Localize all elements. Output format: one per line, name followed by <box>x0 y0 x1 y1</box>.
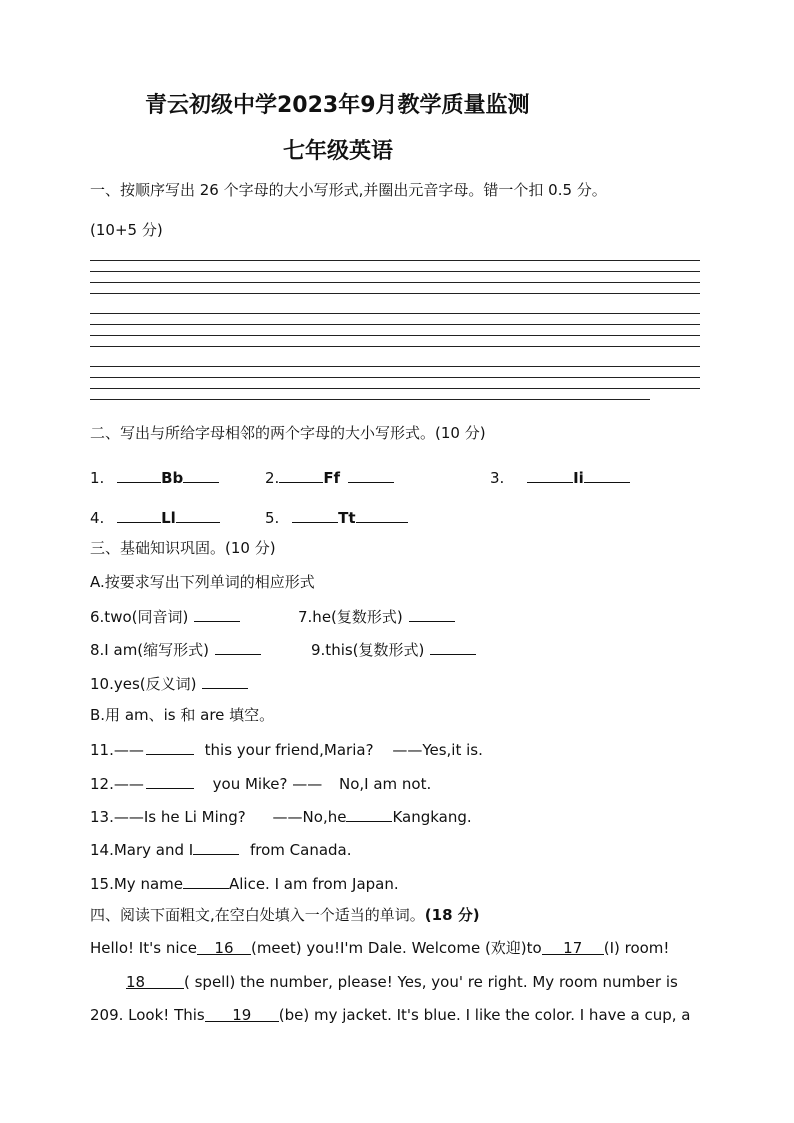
question-text: from Canada. <box>250 841 352 859</box>
item-number: 2. <box>265 469 280 487</box>
item-number: 3. <box>490 469 505 487</box>
given-letter: Ll <box>161 509 176 527</box>
passage-text: (meet) you!I'm Dale. Welcome (欢迎)to <box>250 939 542 957</box>
blank-number: 17 <box>563 939 583 957</box>
passage-text: ( spell) the number, please! Yes, you' re right. My room number is <box>184 973 678 991</box>
writing-line <box>90 366 700 367</box>
section1-heading: 一、按顺序写出 26 个字母的大小写形式,并圈出元音字母。错一个扣 0.5 分。 <box>90 181 607 199</box>
section-score: (18 分) <box>424 906 480 924</box>
question-text: Alice. I am from Japan. <box>228 875 399 893</box>
answer-blank[interactable] <box>215 638 261 655</box>
part-b-instruction: B.用 am、is 和 are 填空。 <box>90 706 275 724</box>
answer-blank[interactable] <box>146 772 194 789</box>
letter-item <box>90 466 219 488</box>
passage-text: Hello! It's nice <box>90 939 197 957</box>
answer-blank[interactable] <box>584 466 630 483</box>
blank-17[interactable] <box>542 938 604 955</box>
question-15 <box>90 872 399 894</box>
question-text: 9.this(复数形式) <box>311 641 425 659</box>
question-12 <box>90 772 431 794</box>
question-text: this your friend,Maria? <box>204 741 374 759</box>
writing-line <box>90 346 700 347</box>
letter-item <box>265 506 408 528</box>
question-6 <box>90 605 240 627</box>
question-text: 8.I am(缩写形式) <box>90 641 210 659</box>
question-text: 15.My name <box>90 875 183 893</box>
blank-19[interactable] <box>205 1005 279 1022</box>
question-13 <box>90 805 472 827</box>
question-text: 13.——Is he Li Ming? <box>90 808 246 826</box>
writing-line <box>90 335 700 336</box>
answer-text: No,I am not. <box>338 775 432 793</box>
question-text: 10.yes(反义词) <box>90 675 197 693</box>
question-11 <box>90 738 483 760</box>
question-7 <box>298 605 455 627</box>
question-14 <box>90 838 352 860</box>
writing-line <box>90 399 650 400</box>
blank-number: 18 <box>126 973 146 991</box>
answer-blank[interactable] <box>146 738 194 755</box>
blank-16[interactable] <box>197 938 251 955</box>
answer-blank[interactable] <box>356 506 408 523</box>
writing-line <box>90 388 700 389</box>
answer-blank[interactable] <box>430 638 476 655</box>
passage-line-2 <box>126 972 678 992</box>
answer-blank[interactable] <box>117 506 161 523</box>
question-10 <box>90 672 248 694</box>
given-letter: Ff <box>323 469 341 487</box>
question-text: 6.two(同音词) <box>90 608 189 626</box>
answer-blank[interactable] <box>527 466 573 483</box>
answer-blank[interactable] <box>193 838 239 855</box>
blank-number: 19 <box>232 1006 252 1024</box>
given-letter: Ii <box>573 469 584 487</box>
item-number: 5. <box>265 509 280 527</box>
letter-item <box>265 466 394 488</box>
section2-heading: 二、写出与所给字母相邻的两个字母的大小写形式。(10 分) <box>90 424 486 442</box>
answer-blank[interactable] <box>183 466 219 483</box>
writing-line <box>90 260 700 261</box>
question-9 <box>311 638 476 660</box>
passage-text: (be) my jacket. It's blue. I like the color. I have a cup, a <box>278 1006 691 1024</box>
question-text: 14.Mary and I <box>90 841 194 859</box>
letter-item <box>490 466 630 488</box>
given-letter: Tt <box>338 509 356 527</box>
writing-line <box>90 282 700 283</box>
answer-blank[interactable] <box>202 672 248 689</box>
page-title: 青云初级中学2023年9月教学质量监测 <box>145 93 530 118</box>
writing-line <box>90 271 700 272</box>
passage-text: (I) room! <box>603 939 670 957</box>
answer-blank[interactable] <box>346 805 392 822</box>
blank-18[interactable] <box>126 972 184 989</box>
answer-blank[interactable] <box>348 466 394 483</box>
section3-heading: 三、基础知识巩固。(10 分) <box>90 539 276 557</box>
answer-blank[interactable] <box>409 605 455 622</box>
answer-blank[interactable] <box>117 466 161 483</box>
answer-text: ——Yes,it is. <box>392 741 483 759</box>
blank-number: 16 <box>214 939 234 957</box>
answer-blank[interactable] <box>292 506 338 523</box>
writing-line <box>90 293 700 294</box>
question-text: 12.—— <box>90 775 144 793</box>
answer-text: ——No,he <box>272 808 347 826</box>
passage-text: 209. Look! This <box>90 1006 205 1024</box>
page-subtitle: 七年级英语 <box>283 139 394 164</box>
writing-line <box>90 313 700 314</box>
answer-text: Kangkang. <box>392 808 472 826</box>
question-text: you Mike? —— <box>212 775 323 793</box>
answer-blank[interactable] <box>183 872 229 889</box>
writing-line <box>90 324 700 325</box>
section-heading-text: 四、阅读下面粗文,在空白处填入一个适当的单词。 <box>90 906 425 924</box>
question-text: 7.he(复数形式) <box>298 608 403 626</box>
answer-blank[interactable] <box>176 506 220 523</box>
item-number: 4. <box>90 509 105 527</box>
given-letter: Bb <box>161 469 184 487</box>
answer-blank[interactable] <box>194 605 240 622</box>
letter-item <box>90 506 220 528</box>
item-number: 1. <box>90 469 105 487</box>
section4-heading <box>90 905 480 925</box>
passage-line-1 <box>90 938 669 958</box>
question-text: 11.—— <box>90 741 144 759</box>
answer-blank[interactable] <box>279 466 323 483</box>
section1-score: (10+5 分) <box>90 221 163 239</box>
part-a-instruction: A.按要求写出下列单词的相应形式 <box>90 573 315 591</box>
question-8 <box>90 638 261 660</box>
passage-line-3 <box>90 1005 690 1025</box>
writing-line <box>90 377 700 378</box>
